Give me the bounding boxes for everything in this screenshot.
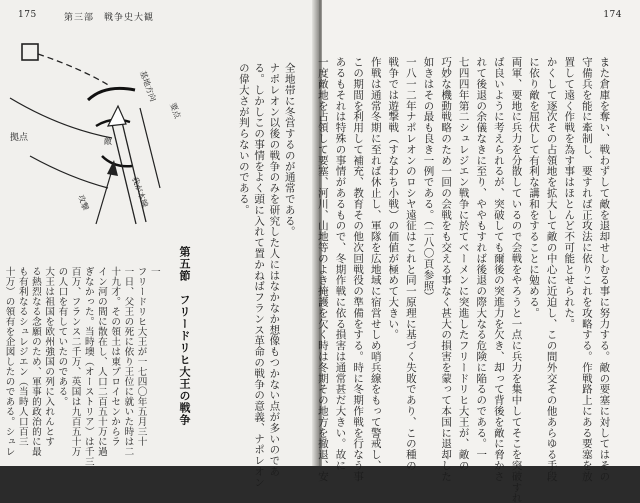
text-line: 置して遠く作戦を為す事はほとんど不可能とせられた。	[563, 56, 576, 329]
left-running-header: 第三部 戦争史大観	[64, 13, 155, 23]
label-enemy: 敵	[104, 137, 112, 146]
text-line: 全地帯に冬営するのが通常である。	[283, 62, 296, 237]
text-line: れて後退の余儀なきに至り、ややもすれば後退の際大なる危険に陥るのである。一	[475, 56, 488, 460]
flank-curve-right	[140, 108, 160, 188]
text-line: に依り敵を屈伏して有利な講和をすることに勉める。	[528, 56, 541, 319]
label-base: 拠点	[10, 133, 29, 143]
text-line: ナポレオン以後の戦争のみを研究した人にはなかなか想像もつかない点が多いのであ	[268, 62, 281, 477]
text-line: 一度敵地を占領して要塞、河川、山地等のよき掩護を欠く時は冬期その地方を撤退、安	[316, 56, 329, 482]
left-lower-text	[0, 246, 174, 467]
text-line: 十万）の領有を企図したのである。シュレ	[3, 266, 15, 457]
text-line: また倉庫を奪い、戦わずして敵を退却せしむる事に努力する。敵の要塞に対してはその	[598, 56, 611, 482]
maneuver-diagram	[0, 28, 200, 250]
text-line: 巧妙な機動戦略のため一回の会戦をも交える事なく甚大の損害を蒙って本国に退却した	[440, 56, 453, 482]
label-key-point: 要点	[168, 101, 183, 120]
section-heading: 第五節 フリードリヒ大王の戦争	[178, 246, 191, 426]
text-line: イン河の間に散在し、人口二百五十万に過	[95, 266, 107, 457]
text-line: 守備兵を能に牽制し、要すれば正攻法に依りこれを攻略する。作戦路上にある要塞を放	[580, 56, 593, 482]
label-attack: 攻撃	[76, 193, 91, 212]
text-line: 両軍、要地に兵力を分散しているので会戦をやろうと一点に兵力を集中してそこを突破すれ	[510, 56, 523, 503]
fortress-icon	[22, 44, 38, 60]
label-main-line: 我が本線	[130, 175, 150, 209]
text-line: 十九才。その領土は東プロイセンからラ	[109, 266, 121, 447]
text-line: る。しかしこの事情をよく頭に入れて置かねばフランス革命の戦争の意義、ナポレオン	[253, 62, 266, 488]
text-line: 作戦は通常冬期に至れば休止し、軍隊を広地域に宿営せしめ哨兵線をもって警戒し、	[369, 56, 382, 471]
text-line: る熱烈なる念願のため、軍事的政治的に最	[29, 266, 41, 457]
label-base-direction: 基地方向	[138, 69, 158, 103]
text-line: も有利なるシュレジエン（当時人口百三	[16, 266, 28, 447]
right-page-number: 174	[603, 10, 622, 20]
supply-route-line	[38, 54, 110, 86]
side-arrow-line	[96, 170, 112, 224]
text-line: 七四四年第二シュレジエン戦争に於てベーメンに突進したフリードリヒ大王が、敵の	[457, 56, 470, 471]
enemy-front-arc-3	[102, 156, 132, 166]
text-line: フリードリヒ大王が一七四〇年五月三十	[135, 266, 147, 447]
text-line: あるもそれは特殊の事情があるもので、冬期作戦に依る損害は通常甚だ大きい。故に	[334, 56, 347, 471]
main-arrow-head	[108, 106, 126, 126]
left-page	[0, 0, 318, 488]
text-line: かくして逐次その占領地を拡大して敵の中心に近迫し、この間外交その他あらゆる手段	[545, 56, 558, 482]
text-line: の人口を有していたのである。	[56, 266, 68, 407]
text-line: ぎなかった。当時墺（オーストリア）は千三	[82, 266, 94, 467]
text-line: 大王は祖国を欧州強国の列に入れんとす	[43, 266, 55, 447]
text-line: 戦争では遊撃戦（すなわち小戦）の価値が極めて大きい。	[387, 56, 400, 340]
left-page-number: 175	[18, 10, 37, 20]
text-line: 一八一二年ナポレオンのロシヤ遠征はこれと同一原理に基づく失敗であり、この種の	[404, 56, 417, 471]
text-line: 如きはその最も良き一例である。（二八〇頁参照）	[422, 56, 435, 302]
text-line: 一日、父王の死に依り王位に就いた時は二	[122, 266, 134, 457]
text-line: 百万、フランス二千万、英国は九百五十万	[69, 266, 81, 457]
left-upper-text	[237, 40, 312, 488]
flank-curve-left	[10, 98, 112, 138]
right-body-text	[316, 34, 630, 503]
enemy-front-arc	[88, 88, 135, 100]
text-line: ば良いように考えられるが、突破しても爾後の突進力を欠き、却って背後を敵に脅かさ	[492, 56, 505, 482]
text-line: この期間を利用して補充、教育その他次回戦役の準備をする。時に冬期作戦を行なう事	[352, 56, 365, 482]
right-page	[316, 0, 640, 503]
text-line: 一	[148, 266, 160, 277]
text-line: の偉大さが判らないのである。	[237, 62, 250, 216]
flank-curve-lower	[30, 156, 108, 188]
